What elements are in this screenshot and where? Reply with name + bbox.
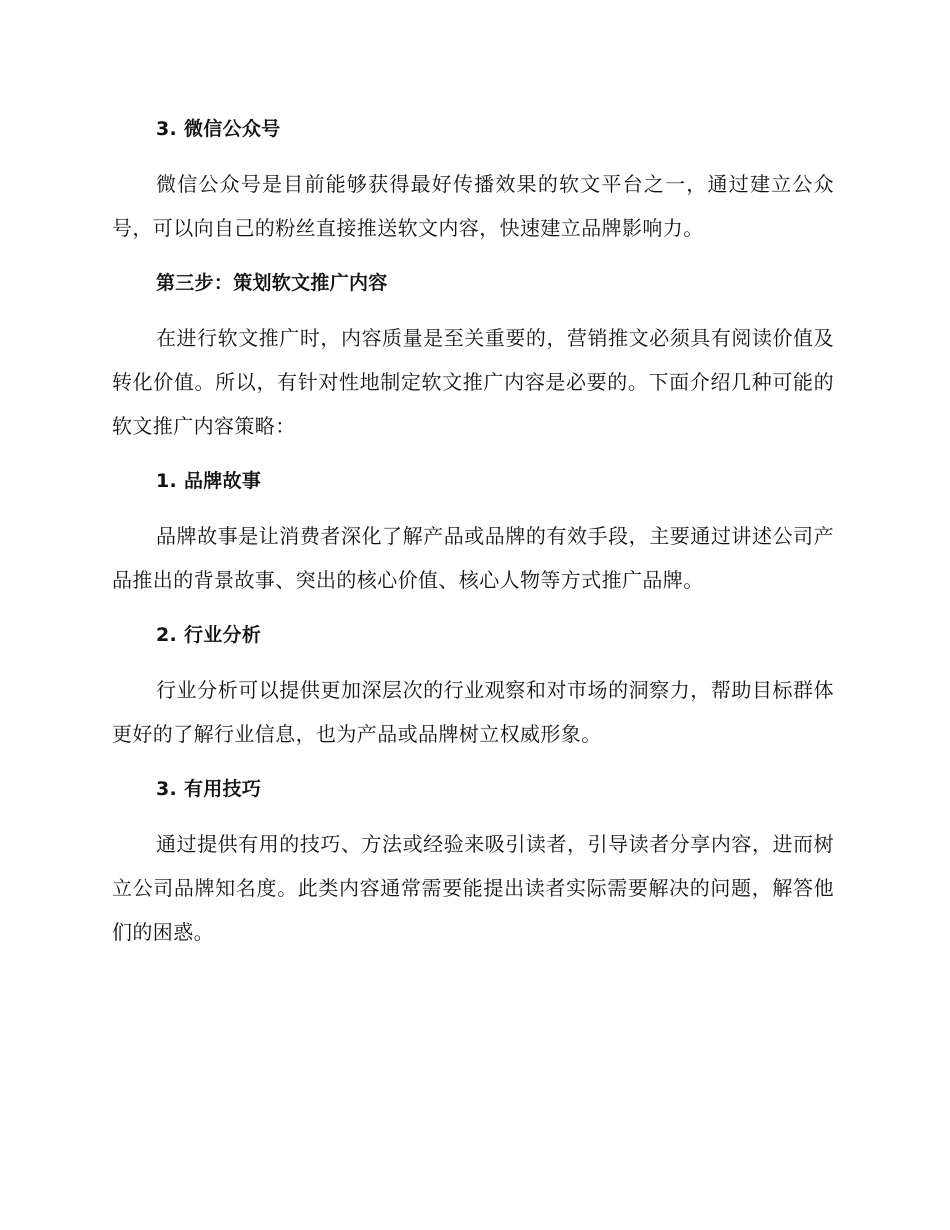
- section-heading-brand-story: 1. 品牌故事: [156, 470, 262, 492]
- paragraph-industry-analysis: 行业分析可以提供更加深层次的行业观察和对市场的洞察力，帮助目标群体更好的了解行业信息，也为产品或品牌树立权威形象。: [112, 678, 834, 746]
- section-heading-wechat: 3. 微信公众号: [156, 118, 281, 140]
- section-heading-industry-analysis: 2. 行业分析: [156, 624, 262, 646]
- paragraph-useful-tips: 通过提供有用的技巧、方法或经验来吸引读者，引导读者分享内容，进而树立公司品牌知名度。此类内容通常需要能提出读者实际需要解决的问题，解答他们的困惑。: [112, 832, 834, 944]
- section-heading-useful-tips: 3. 有用技巧: [156, 778, 262, 800]
- paragraph-step-three: 在进行软文推广时，内容质量是至关重要的，营销推文必须具有阅读价值及转化价值。所以，有针对性地制定软文推广内容是必要的。下面介绍几种可能的软文推广内容策略：: [112, 326, 834, 438]
- paragraph-brand-story: 品牌故事是让消费者深化了解产品或品牌的有效手段，主要通过讲述公司产品推出的背景故事、突出的核心价值、核心人物等方式推广品牌。: [112, 524, 834, 592]
- document-page: [112, 110, 834, 954]
- paragraph-wechat: 微信公众号是目前能够获得最好传播效果的软文平台之一，通过建立公众号，可以向自己的粉丝直接推送软文内容，快速建立品牌影响力。: [112, 172, 834, 240]
- section-heading-step-three: 第三步：策划软文推广内容: [156, 272, 388, 294]
